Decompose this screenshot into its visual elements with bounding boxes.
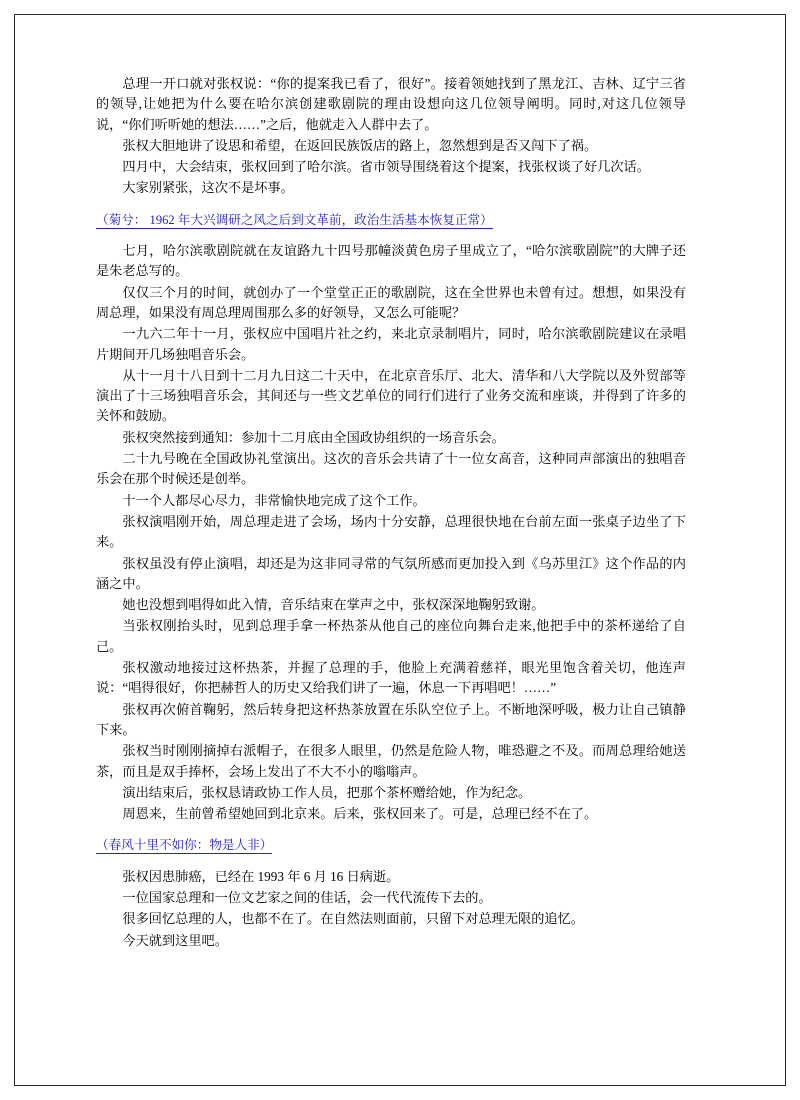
- paragraph: 张权再次俯首鞠躬，然后转身把这杯热茶放置在乐队空位子上。不断地深呼吸，极力让自己镇静下来。: [96, 701, 686, 737]
- paragraph: 仅仅三个月的时间，就创办了一个堂堂正正的歌剧院，这在全世界也未曾有过。想想，如果没有周总理，如果没有周总理周围那么多的好领导，又怎么可能呢？: [96, 284, 686, 320]
- paragraph: 一位国家总理和一位文艺家之间的佳话，会一代代流传下去的。: [122, 889, 492, 905]
- paragraph: 从十一月十八日到十二月九日这二十天中，在北京音乐厅、北大、清华和八大学院以及外贸部等演出了十三场独唱音乐会，其间还与一些文艺单位的同行们进行了业务交流和座谈，并得到了许多的关怀和鼓励。: [96, 367, 686, 424]
- editor-note: [96, 210, 686, 230]
- paragraph: 大家别紧张，这次不是坏事。: [122, 180, 294, 196]
- editor-note-text: （春风十里不如你：物是人非）: [96, 838, 273, 853]
- paragraph: 张权激动地接过这杯热茶，并握了总理的手，他脸上充满着慈祥，眼光里饱含着关切，他连声说：“唱得很好，你把赫哲人的历史又给我们讲了一遍，休息一下再唱吧！……”: [96, 660, 686, 696]
- document-body: [96, 74, 686, 952]
- paragraph: 张权突然接到通知：参加十二月底由全国政协组织的一场音乐会。: [122, 429, 505, 445]
- paragraph: 今天就到这里吧。: [122, 932, 228, 948]
- paragraph: 七月，哈尔滨歌剧院就在友谊路九十四号那幢淡黄色房子里成立了，“哈尔滨歌剧院”的大牌子还是朱老总写的。: [96, 243, 686, 279]
- paragraph: 当张权刚抬头时，见到总理手拿一杯热茶从他自己的座位向舞台走来,他把手中的茶杯递给了自己。: [96, 618, 686, 654]
- paragraph: 张权因患肺癌，已经在 1993 年 6 月 16 日病逝。: [122, 868, 400, 884]
- editor-note-text: （菊兮： 1962 年大兴调研之风之后到文革前，政治生活基本恢复正常）: [96, 212, 493, 227]
- paragraph: 一九六二年十一月，张权应中国唱片社之约，来北京录制唱片，同时，哈尔滨歌剧院建议在录唱片期间开几场独唱音乐会。: [96, 326, 686, 362]
- paragraph: 张权大胆地讲了设思和希望，在返回民族饭店的路上，忽然想到是否又闯下了祸。: [122, 137, 598, 153]
- paragraph: 十一个人都尽心尽力，非常愉快地完成了这个工作。: [122, 492, 426, 508]
- paragraph: 周恩来，生前曾希望她回到北京来。后来，张权回来了。可是，总理已经不在了。: [122, 806, 598, 822]
- paragraph: 张权演唱刚开始，周总理走进了会场，场内十分安静，总理很快地在台前左面一张桌子边坐了下来。: [96, 513, 686, 550]
- editor-note: [96, 835, 686, 855]
- paragraph: 演出结束后，张权恳请政协工作人员，把那个茶杯赠给她，作为纪念。: [122, 784, 532, 800]
- paragraph: 很多回忆总理的人，也都不在了。在自然法则面前，只留下对总理无限的追忆。: [122, 911, 584, 927]
- paragraph: 总理一开口就对张权说：“你的提案我已看了，很好”。接着领她找到了黑龙江、吉林、辽宁三省的领导,让她把为什么要在哈尔滨创建歌剧院的理由设想向这几位领导阐明。同时,对这几位领导说，“你们听听她的想法……”之后，他就走入人群中去了。: [96, 76, 686, 132]
- paragraph: 她也没想到唱得如此入情，音乐结束在掌声之中，张权深深地鞠躬致谢。: [122, 597, 545, 613]
- paragraph: 二十九号晚在全国政协礼堂演出。这次的音乐会共请了十一位女高音，这种同声部演出的独唱音乐会在那个时候还是创举。: [96, 451, 686, 487]
- paragraph: 四月中，大会结束，张权回到了哈尔滨。省市领导围绕着这个提案，找张权谈了好几次话。: [122, 159, 650, 175]
- paragraph: 张权虽没有停止演唱，却还是为这非同寻常的气氛所感而更加投入到《乌苏里江》这个作品的内涵之中。: [96, 555, 686, 591]
- paragraph: 张权当时刚刚摘掉右派帽子，在很多人眼里，仍然是危险人物，唯恐避之不及。而周总理给她送茶，而且是双手捧杯，会场上发出了不大不小的嗡嗡声。: [96, 743, 686, 779]
